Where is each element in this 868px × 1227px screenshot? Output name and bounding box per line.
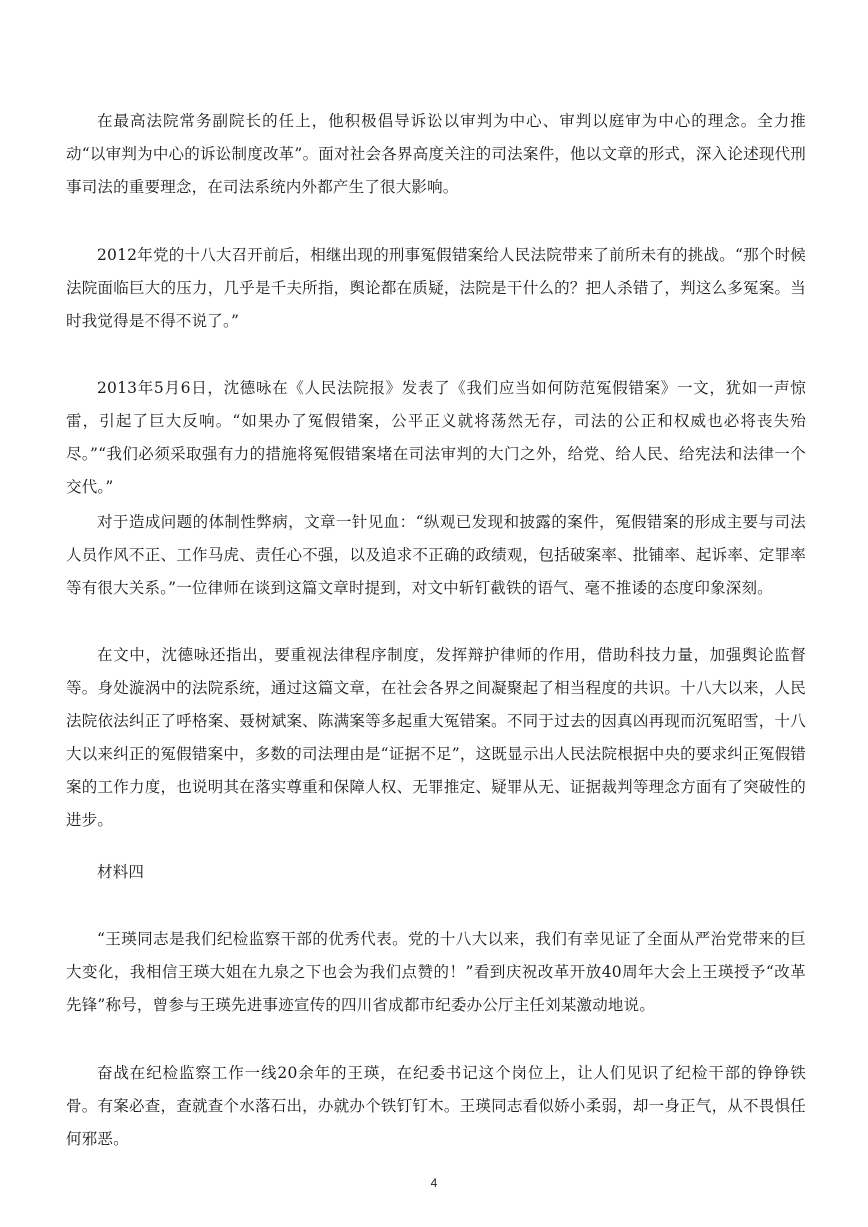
paragraph-5: 在文中，沈德咏还指出，要重视法律程序制度，发挥辩护律师的作用，借助科技力量，加强舆论监督等。身处漩涡中的法院系统，通过这篇文章，在社会各界之间凝聚起了相当程度的共识。十八大以来，人民法院依法纠正了呼格案、聂树斌案、陈满案等多起重大冤错案。不同于过去的因真凶再现而沉冤昭雪，十八大以来纠正的冤假错案中，多数的司法理由是“证据不足”，这既显示出人民法院根据中央的要求纠正冤假错案的工作力度，也说明其在落实尊重和保障人权、无罪推定、疑罪从无、证据裁判等理念方面有了突破性的进步。	[66, 646, 806, 829]
page-number: 4	[430, 1176, 438, 1190]
paragraph-1: 在最高法院常务副院长的任上，他积极倡导诉讼以审判为中心、审判以庭审为中心的理念。全力推动“以审判为中心的诉讼制度改革”。面对社会各界高度关注的司法案件，他以文章的形式，深入论述现代刑事司法的重要理念，在司法系统内外都产生了很大影响。	[66, 112, 806, 196]
paragraph-6: “王瑛同志是我们纪检监察干部的优秀代表。党的十八大以来，我们有幸见证了全面从严治党带来的巨大变化，我相信王瑛大姐在九泉之下也会为我们点赞的！”看到庆祝改革开放40周年大会上王瑛授予“改革先锋”称号，曾参与王瑛先进事迹宣传的四川省成都市纪委办公厅主任刘某激动地说。	[66, 930, 806, 1014]
paragraph-7: 奋战在纪检监察工作一线20余年的王瑛，在纪委书记这个岗位上，让人们见识了纪检干部的铮铮铁骨。有案必查，查就查个水落石出，办就办个铁钉钉木。王瑛同志看似娇小柔弱，却一身正气，从不畏惧任何邪恶。	[66, 1064, 806, 1148]
section-heading: 材料四	[97, 863, 145, 881]
paragraph-2: 2012年党的十八大召开前后，相继出现的刑事冤假错案给人民法院带来了前所未有的挑战。“那个时候法院面临巨大的压力，几乎是千夫所指，舆论都在质疑，法院是干什么的？把人杀错了，判这么多冤案。当时我觉得是不得不说了。”	[66, 246, 806, 330]
paragraph-3: 2013年5月6日，沈德咏在《人民法院报》发表了《我们应当如何防范冤假错案》一文，犹如一声惊雷，引起了巨大反响。“如果办了冤假错案，公平正义就将荡然无存，司法的公正和权威也必将丧失殆尽。”“我们必须采取强有力的措施将冤假错案堵在司法审判的大门之外，给党、给人民、给宪法和法律一个交代。”	[66, 379, 806, 496]
paragraph-4: 对于造成问题的体制性弊病，文章一针见血：“纵观已发现和披露的案件，冤假错案的形成主要与司法人员作风不正、工作马虎、责任心不强，以及追求不正确的政绩观，包括破案率、批铺率、起诉率、定罪率等有很大关系。”一位律师在谈到这篇文章时提到，对文中斩钉截铁的语气、毫不推诿的态度印象深刻。	[66, 513, 806, 597]
